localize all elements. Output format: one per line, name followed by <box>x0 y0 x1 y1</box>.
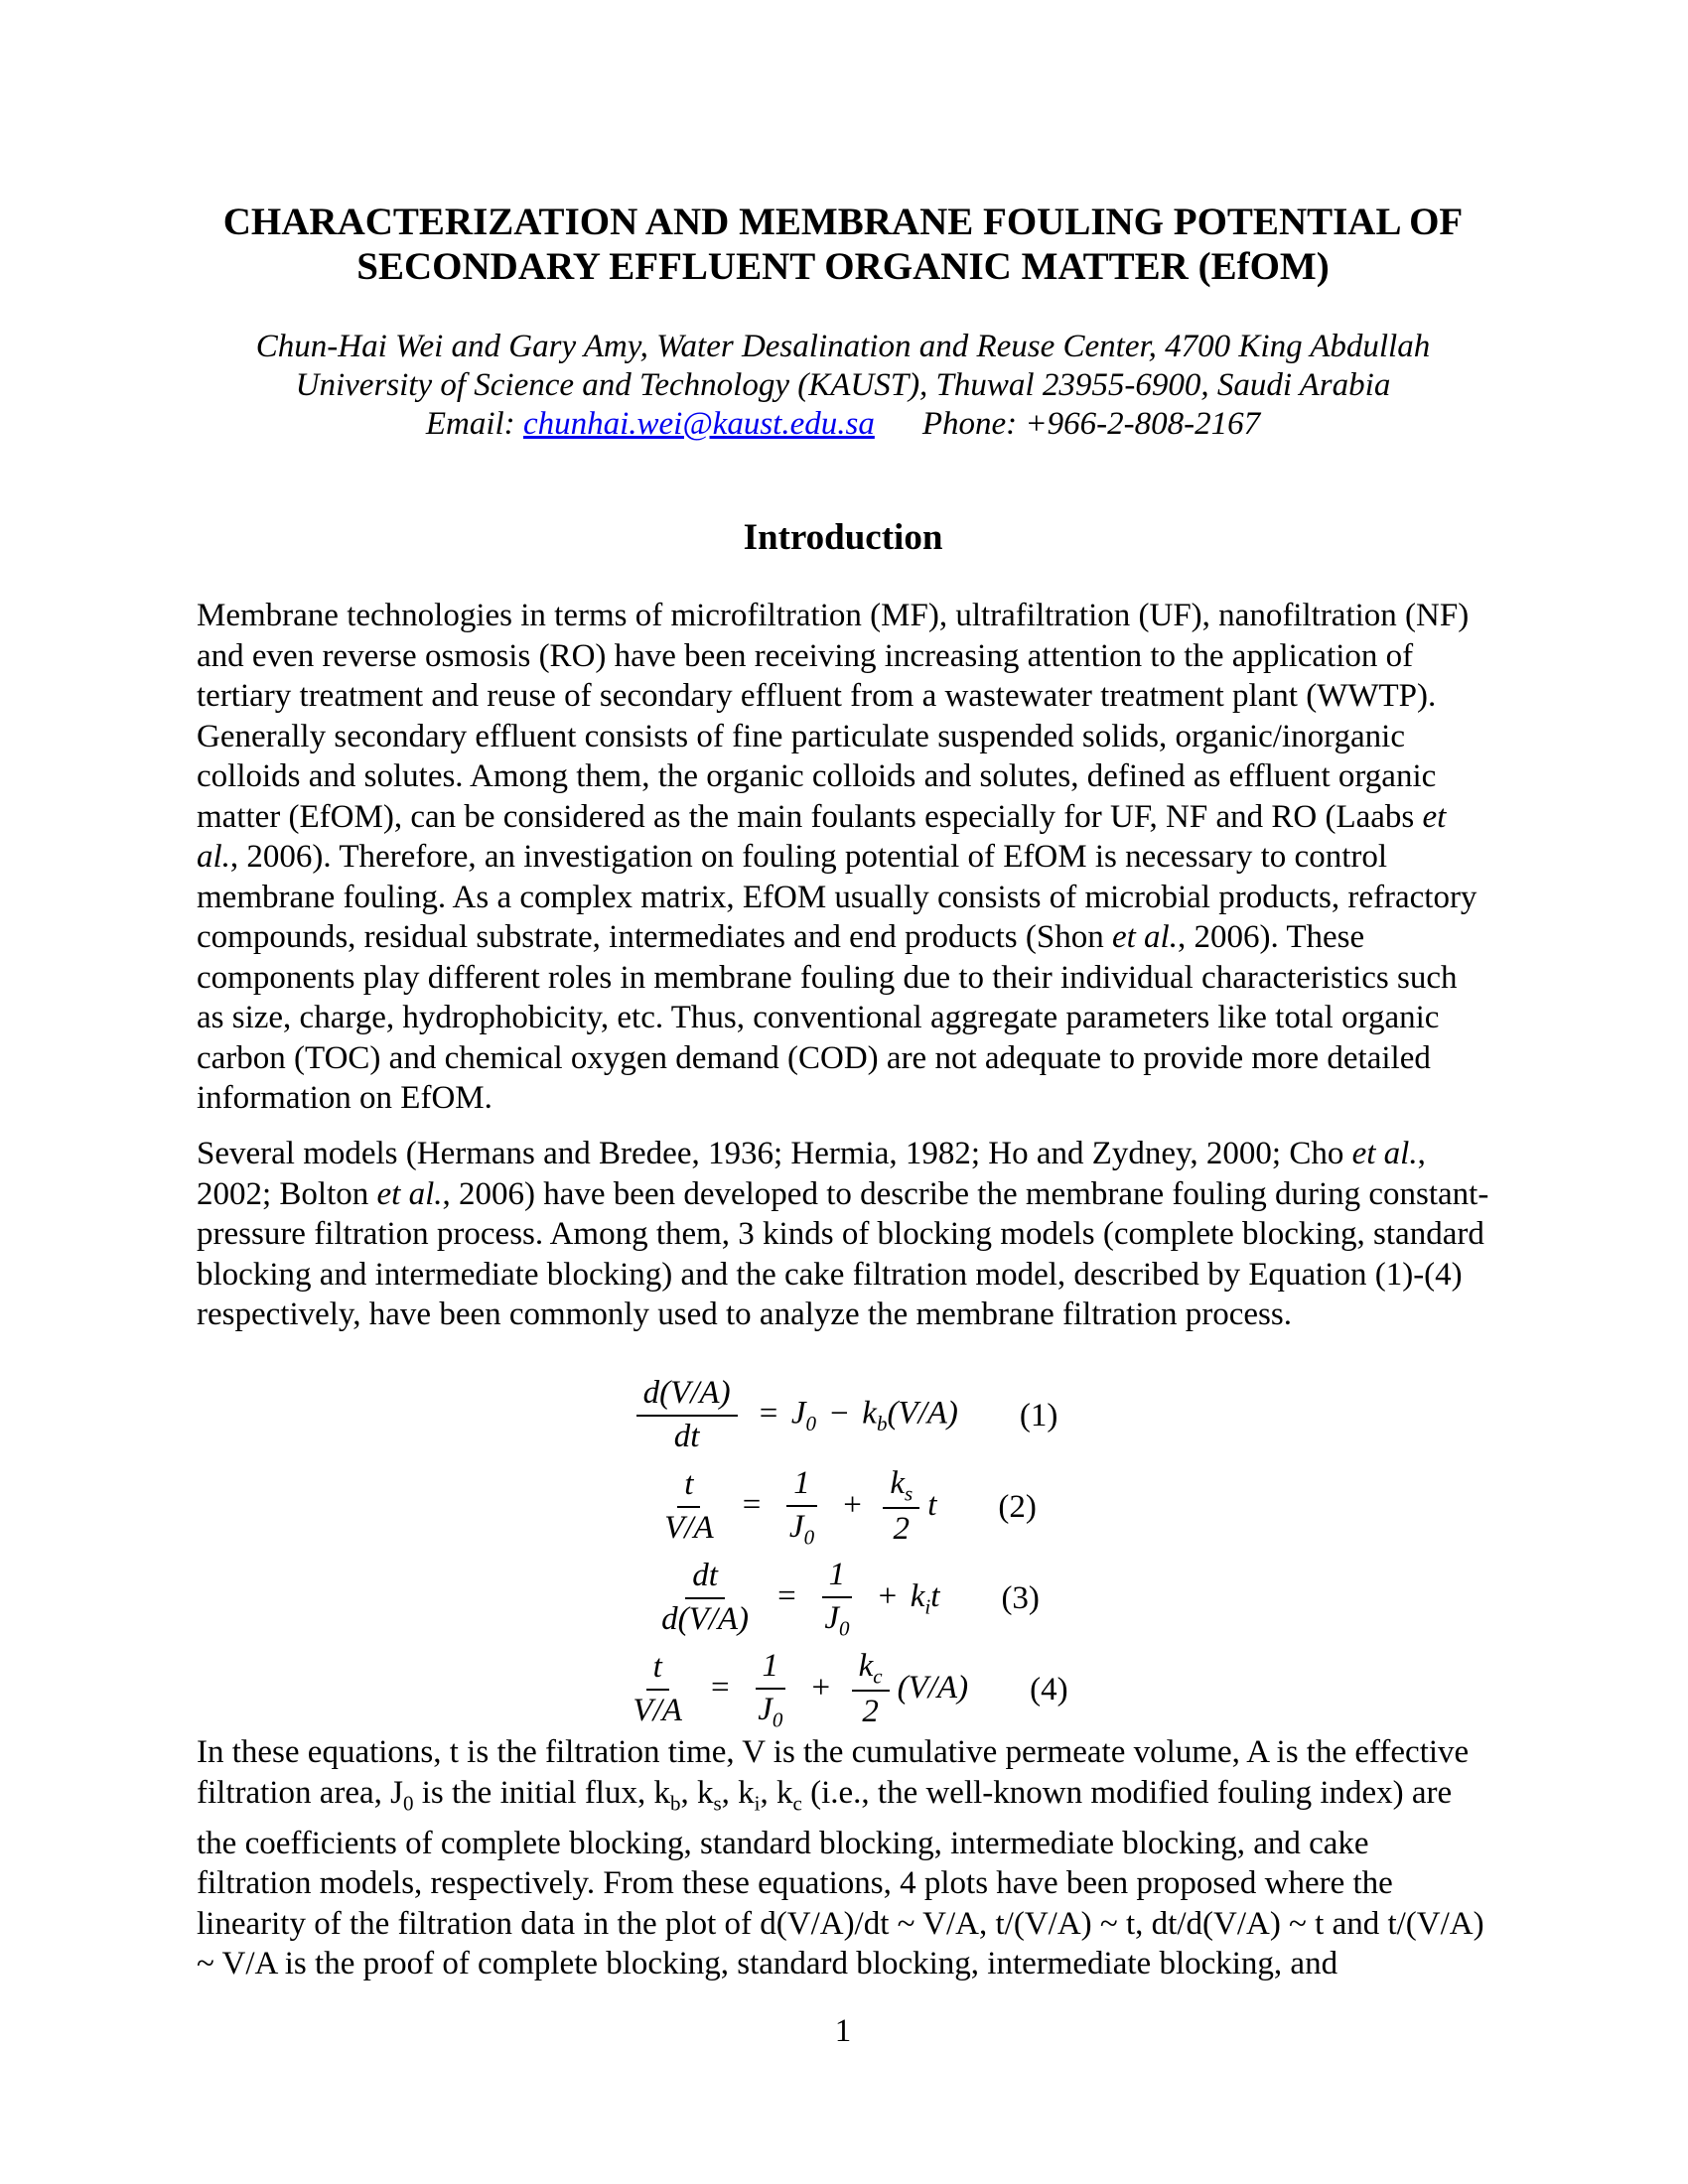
equation-2-body: $\frac{t}{V/A}$ = $\frac{1}{J_0}$ + $\frac{k_s}{2}$ t <box>664 1464 937 1550</box>
email-label: Email: <box>425 406 523 442</box>
section-heading-introduction: Introduction <box>743 517 943 558</box>
author-block <box>197 328 1489 444</box>
equation-4 <box>197 1644 1489 1735</box>
paper-title-line2: SECONDARY EFFLUENT ORGANIC MATTER (EfOM) <box>356 245 1330 288</box>
equation-4-label: (4) <box>1030 1671 1068 1707</box>
equation-2 <box>197 1461 1489 1553</box>
paper-title <box>197 200 1489 289</box>
equation-2-label: (2) <box>998 1488 1037 1525</box>
paragraph-2: Several models (Hermans and Bredee, 1936; Hermia, 1982; Ho and Zydney, 2000; Cho et al., 2002; Bolton et al., 2006) have been developed to describe the membrane fouling during constant-pressure filtration process. Among them, 3 kinds of blocking models (complete blocking, standard blocking and intermediate blocking) and the cake filtration model, described by Equation (1)-(4) respectively, have been commonly used to analyze the membrane filtration process. <box>197 1136 1489 1332</box>
paragraph-1: Membrane technologies in terms of microfiltration (MF), ultrafiltration (UF), nanofiltration (NF) and even reverse osmosis (RO) have been receiving increasing attention to the application of tertiary treatment and reuse of secondary effluent from a wastewater treatment plant (WWTP). Generally secondary effluent consists of fine particulate suspended solids, organic/inorganic colloids and solutes. Among them, the organic colloids and solutes, defined as effluent organic matter (EfOM), can be considered as the main foulants especially for UF, NF and RO (Laabs et al., 2006). Therefore, an investigation on fouling potential of EfOM is necessary to control membrane fouling. As a complex matrix, EfOM usually consists of microbial products, refractory compounds, residual substrate, intermediates and end products (Shon et al., 2006). These components play different roles in membrane fouling due to their individual characteristics such as size, charge, hydrophobicity, etc. Thus, conventional aggregate parameters like total organic carbon (TOC) and chemical oxygen demand (COD) are not adequate to provide more detailed information on EfOM. <box>197 598 1477 1116</box>
equation-4-body: $\frac{t}{V/A}$ = $\frac{1}{J_0}$ + $\frac{k_c}{2}$ (V/A) <box>633 1647 969 1732</box>
equation-1-body: $\frac{d(V/A)}{dt}$ = $J_0 - k_b(V/A)$ <box>629 1375 958 1456</box>
equation-1-label: (1) <box>1019 1397 1058 1433</box>
equation-block <box>197 1370 1489 1735</box>
page-number: 1 <box>834 2013 852 2049</box>
contact-line <box>197 405 1489 444</box>
author-affiliation-line2: University of Science and Technology (KAUST), Thuwal 23955-6900, Saudi Arabia <box>295 367 1391 403</box>
equation-3-label: (3) <box>1001 1579 1040 1616</box>
equation-3 <box>197 1553 1489 1644</box>
phone-label: Phone: <box>921 406 1026 442</box>
author-affiliation-line1: Chun-Hai Wei and Gary Amy, Water Desalination and Reuse Center, 4700 King Abdullah <box>255 329 1431 364</box>
equation-3-body: $\frac{dt}{d(V/A)}$ = $\frac{1}{J_0}$ + $k_it$ <box>661 1556 940 1641</box>
equation-1 <box>197 1370 1489 1461</box>
phone-number: +966-2-808-2167 <box>1025 406 1261 442</box>
paper-title-line1: CHARACTERIZATION AND MEMBRANE FOULING POTENTIAL OF <box>222 201 1464 243</box>
email-link[interactable]: chunhai.wei@kaust.edu.sa <box>522 406 875 442</box>
paragraph-3: In these equations, t is the filtration time, V is the cumulative permeate volume, A is the effective filtration area, $J_0$ is the initial flux, $k_b$, $k_s$, $k_i$, $k_c$ (i.e., the well-known modified fouling index) are the coefficients of complete blocking, standard blocking, intermediate blocking, and cake filtration models, respectively. From these equations, 4 plots have been proposed where the linearity of the filtration data in the plot of d(V/A)/dt ~ V/A, t/(V/A) ~ t, dt/d(V/A) ~ t and t/(V/A) ~ V/A is the proof of complete blocking, standard blocking, intermediate blocking, and <box>197 1734 1484 1982</box>
